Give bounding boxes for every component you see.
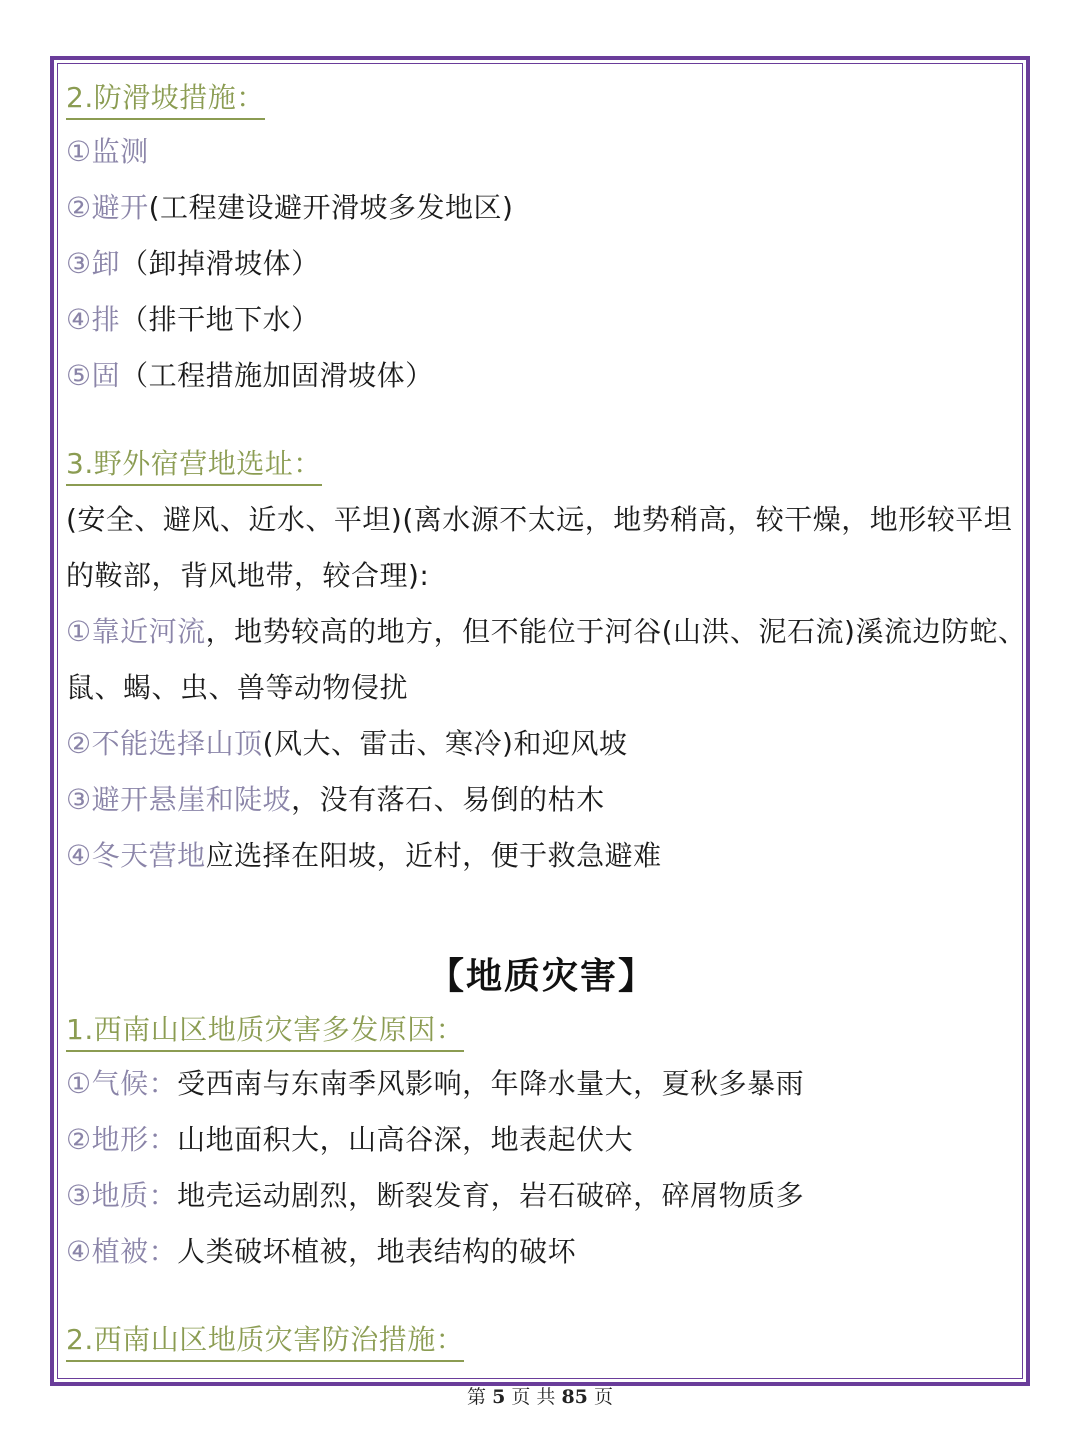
item-text: （工程措施加固滑坡体） bbox=[120, 359, 434, 392]
item-marker: ②避开 bbox=[66, 191, 149, 224]
section-heading: 2.防滑坡措施： bbox=[66, 78, 265, 120]
list-item bbox=[66, 244, 320, 284]
item-text: 鼠、蝎、虫、兽等动物侵扰 bbox=[66, 671, 409, 704]
list-item bbox=[66, 836, 662, 876]
list-item bbox=[66, 1176, 804, 1216]
footer-suffix: 页 bbox=[593, 1386, 613, 1408]
list-item bbox=[66, 132, 149, 172]
item-marker: ④冬天营地 bbox=[66, 839, 206, 872]
footer-mid: 页 共 bbox=[511, 1386, 556, 1408]
footer-page-number: 5 bbox=[492, 1386, 506, 1408]
list-item bbox=[66, 1232, 576, 1272]
chapter-title: 【地质灾害】 bbox=[427, 956, 656, 997]
section-heading: 1.西南山区地质灾害多发原因： bbox=[66, 1010, 464, 1052]
list-item bbox=[66, 780, 605, 820]
list-item bbox=[66, 356, 434, 396]
list-item bbox=[66, 188, 513, 228]
item-text: (风大、雷击、寒冷)和迎风坡 bbox=[262, 727, 628, 760]
list-item bbox=[66, 668, 408, 708]
item-marker: ③地质： bbox=[66, 1179, 178, 1212]
item-marker: ④排 bbox=[66, 303, 121, 336]
footer-total-pages: 85 bbox=[561, 1386, 588, 1408]
item-text: (工程建设避开滑坡多发地区) bbox=[148, 191, 514, 224]
item-marker: ③避开悬崖和陡坡 bbox=[66, 783, 292, 816]
item-text: （卸掉滑坡体） bbox=[120, 247, 320, 280]
section-heading: 2.西南山区地质灾害防治措施： bbox=[66, 1320, 464, 1362]
item-marker: ⑤固 bbox=[66, 359, 121, 392]
list-item bbox=[66, 1064, 804, 1104]
item-marker: ②不能选择山顶 bbox=[66, 727, 263, 760]
list-item bbox=[66, 300, 320, 340]
item-text: 人类破坏植被，地表结构的破坏 bbox=[177, 1235, 577, 1268]
item-marker: ①监测 bbox=[66, 135, 149, 168]
intro-line: (安全、避风、近水、平坦)(离水源不太远，地势稍高，较干燥，地形较平坦 bbox=[66, 503, 1013, 536]
page-footer bbox=[0, 1382, 1080, 1409]
item-text: ，地势较高的地方，但不能位于河谷(山洪、泥石流)溪流边防蛇、 bbox=[205, 615, 1027, 648]
item-text: （排干地下水） bbox=[120, 303, 320, 336]
section-heading: 3.野外宿营地选址： bbox=[66, 444, 322, 486]
intro-line: 的鞍部，背风地带，较合理): bbox=[66, 559, 430, 592]
item-text: 应选择在阳坡，近村，便于救急避难 bbox=[205, 839, 662, 872]
list-item bbox=[66, 1120, 633, 1160]
item-text: 地壳运动剧烈，断裂发育，岩石破碎，碎屑物质多 bbox=[177, 1179, 805, 1212]
item-marker: ④植被： bbox=[66, 1235, 178, 1268]
item-marker: ③卸 bbox=[66, 247, 121, 280]
footer-prefix: 第 bbox=[467, 1386, 487, 1408]
list-item bbox=[66, 724, 627, 764]
item-text: 山地面积大，山高谷深，地表起伏大 bbox=[177, 1123, 634, 1156]
item-marker: ①靠近河流 bbox=[66, 615, 206, 648]
item-marker: ②地形： bbox=[66, 1123, 178, 1156]
item-text: 受西南与东南季风影响，年降水量大，夏秋多暴雨 bbox=[177, 1067, 805, 1100]
list-item bbox=[66, 612, 1026, 652]
item-text: ，没有落石、易倒的枯木 bbox=[291, 783, 605, 816]
item-marker: ①气候： bbox=[66, 1067, 178, 1100]
